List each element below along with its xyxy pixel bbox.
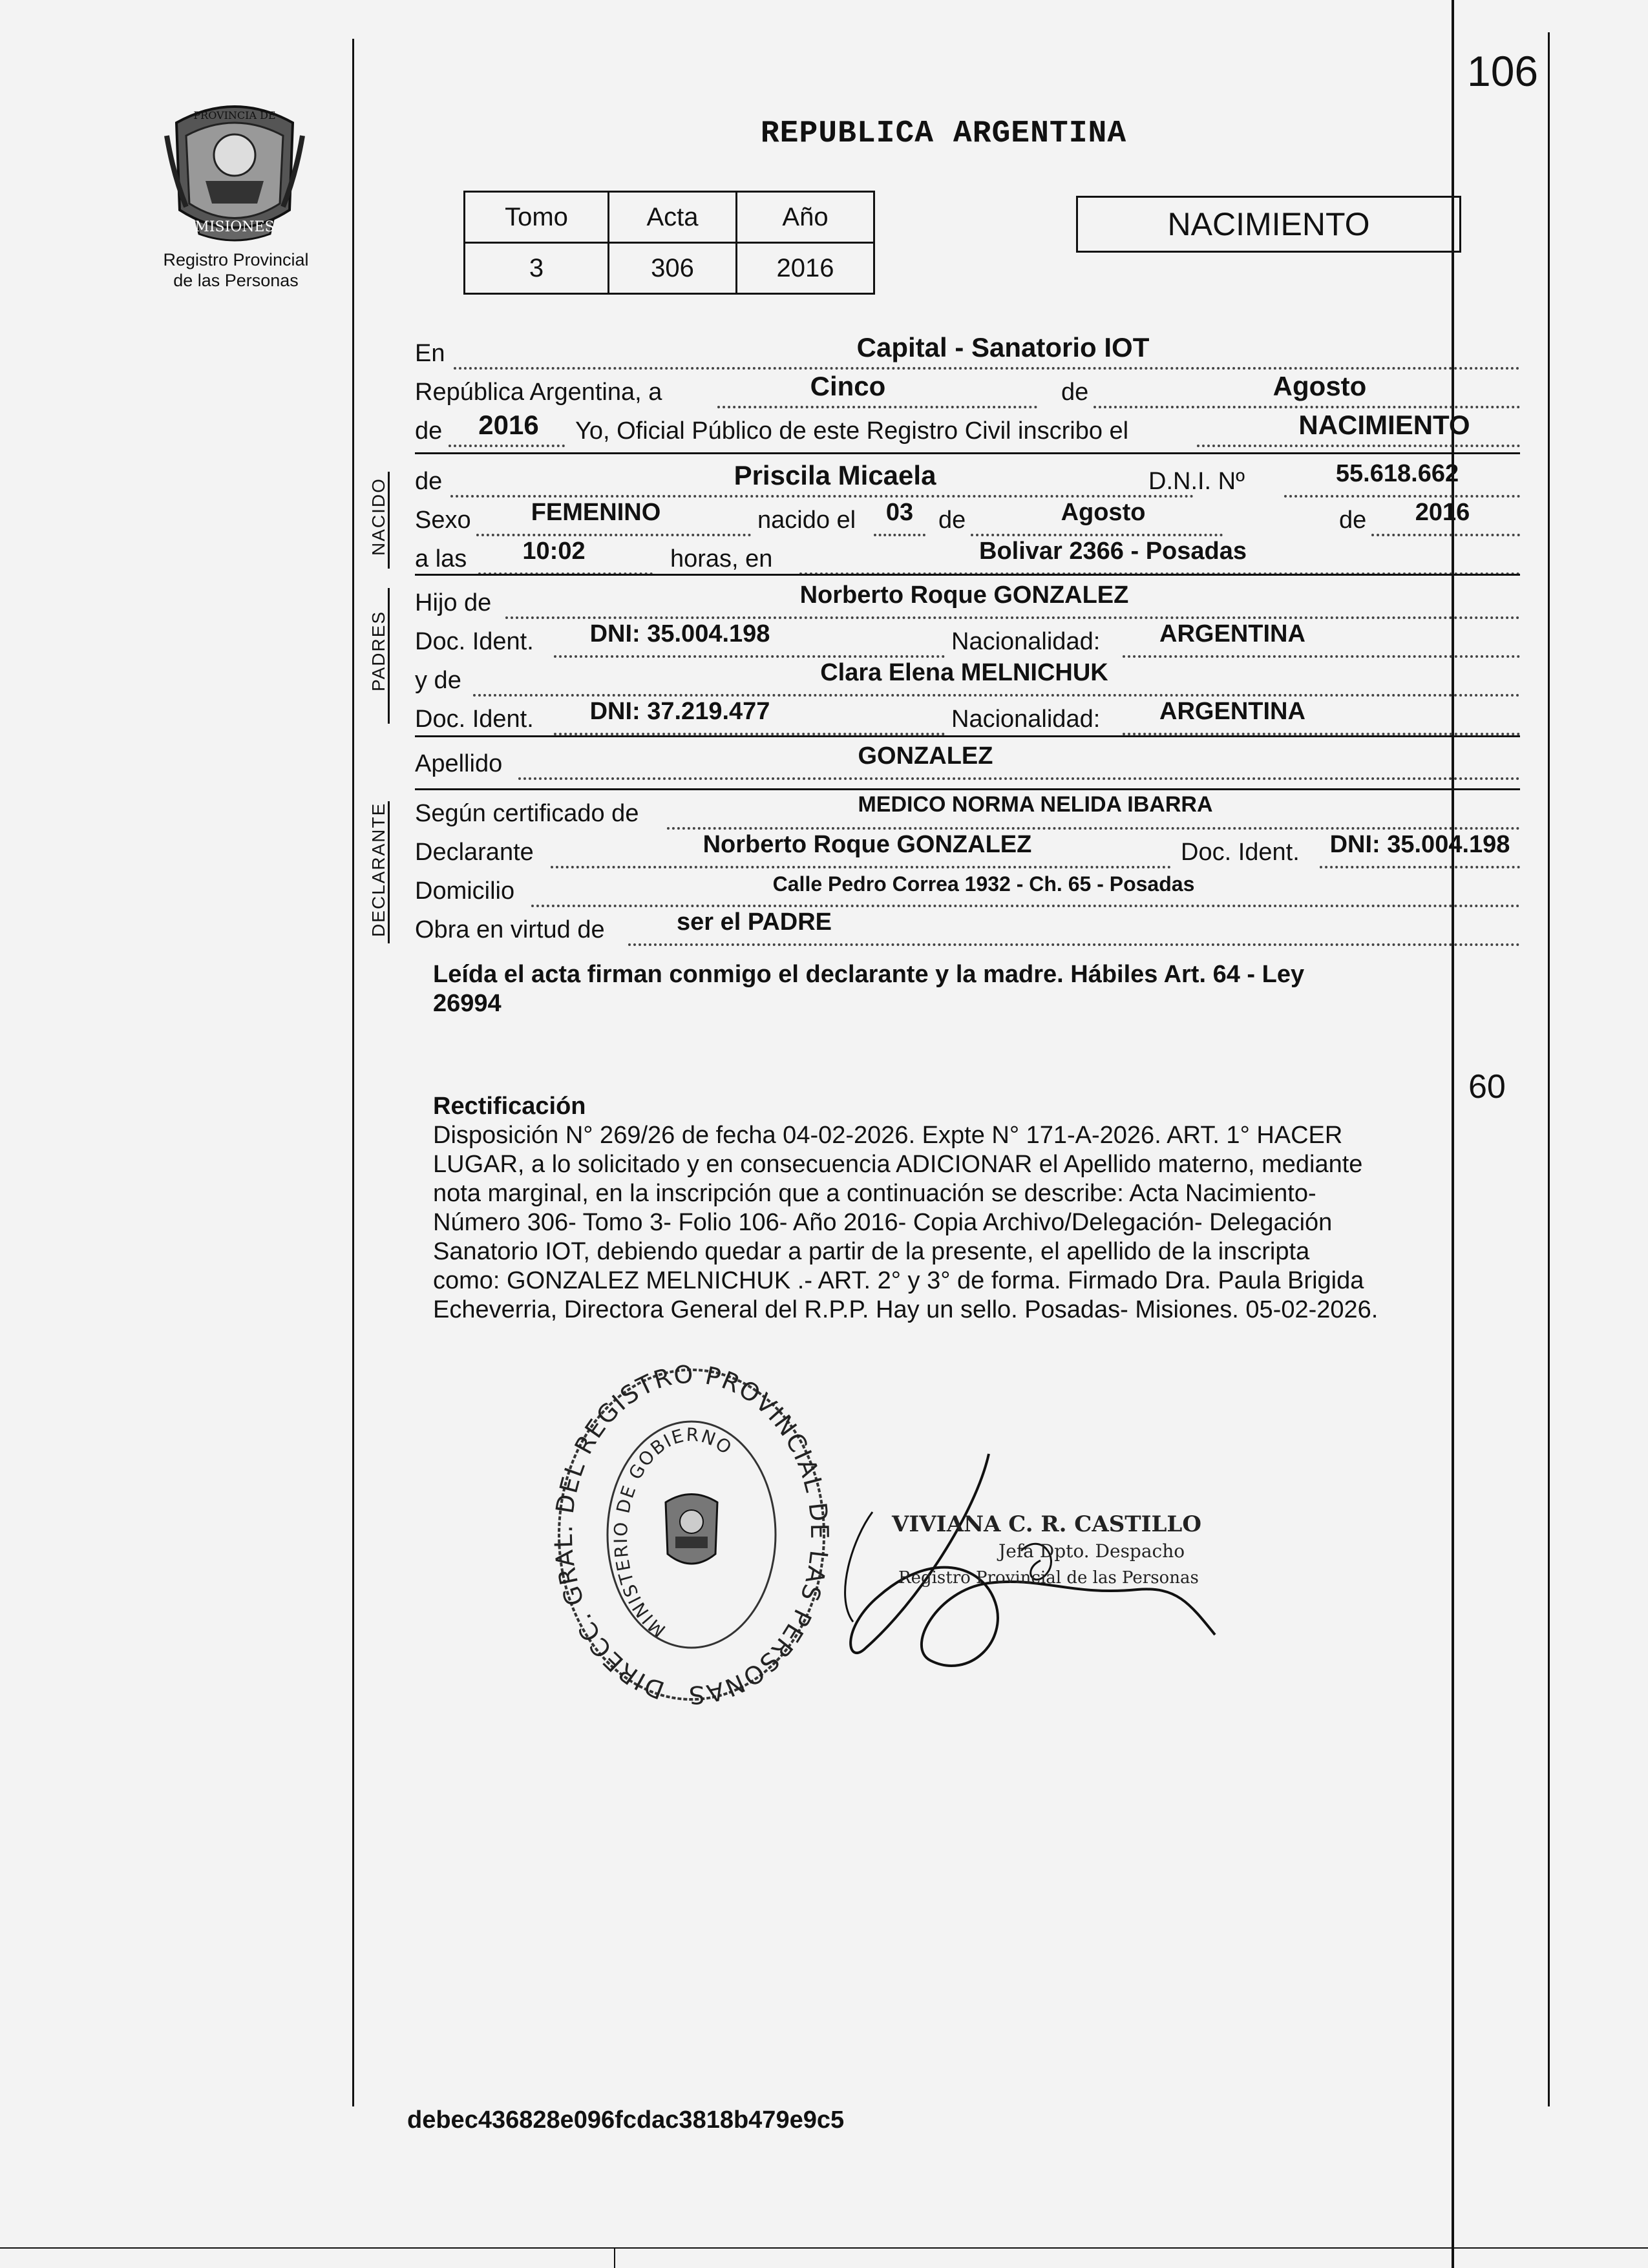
value-birth-year: 2016 [1415,499,1470,526]
rectification-line-2: LUGAR, a lo solicitado y en consecuencia ADICIONAR el Apellido materno, mediante [433,1151,1363,1178]
label-hijo-de: Hijo de [415,589,492,616]
value-declarant-name: Norberto Roque GONZALEZ [703,831,1032,858]
signature-role: Jefa Dpto. Despacho [998,1540,1185,1562]
country-title: REPUBLICA ARGENTINA [760,116,1127,151]
row-certificate [415,792,1520,832]
registry-caption-line2: de las Personas [173,271,299,290]
section-label-padres: PADRES [368,610,388,691]
closing-line-1: Leída el acta firman conmigo el declarante y la madre. Hábiles Art. 64 - Ley [433,961,1305,988]
divider-1 [415,452,1520,454]
value-mother-doc: DNI: 37.219.477 [589,698,770,725]
divider-3 [415,735,1520,737]
label-nacionalidad-1: Nacionalidad: [951,628,1101,655]
label-de-4: de [938,507,966,534]
record-value-acta: 306 [609,243,737,294]
label-declarante: Declarante [415,839,534,866]
row-mother-name [415,659,1520,699]
row-address [415,874,1520,910]
value-birth-day: 03 [885,499,914,526]
value-father-nationality: ARGENTINA [1159,620,1305,647]
page-number: 106 [1467,47,1539,95]
label-horas-en: horas, en [670,545,773,572]
row-sex-birth [415,499,1520,539]
closing-line-2: 26994 [433,990,502,1017]
label-en: En [415,340,445,367]
value-father-doc: DNI: 35.004.198 [589,620,770,647]
section-label-nacido: NACIDO [368,478,388,556]
label-de-1: de [1061,379,1089,406]
label-dni: D.N.I. Nº [1148,468,1245,495]
value-mother-nationality: ARGENTINA [1159,698,1305,725]
value-child-name: Priscila Micaela [734,460,936,490]
rectification-line-4: Número 306- Tomo 3- Folio 106- Año 2016- Copia Archivo/Delegación- Delegación [433,1209,1333,1236]
label-certificado: Según certificado de [415,800,639,827]
value-place: Capital - Sanatorio IOT [856,332,1150,362]
label-apellido: Apellido [415,750,503,777]
label-oficial: Yo, Oficial Público de este Registro Civil inscribo el [575,417,1129,445]
value-declarant-doc: DNI: 35.004.198 [1329,831,1510,858]
value-inscription-type: NACIMIENTO [1298,410,1470,440]
record-header-tomo: Tomo [465,192,609,243]
divider-2 [415,574,1520,576]
label-a-las: a las [415,545,467,572]
rectification-line-6: como: GONZALEZ MELNICHUK .- ART. 2° y 3° de forma. Firmado Dra. Paula Brigida [433,1267,1364,1294]
value-day-words: Cinco [810,371,886,401]
closing-statement [433,960,1532,1018]
record-value-tomo: 3 [465,243,609,294]
row-father-name [415,582,1520,622]
value-surname: GONZALEZ [858,742,993,770]
record-header-acta: Acta [609,192,737,243]
official-stamp [553,1363,830,1706]
signature-name: VIVIANA C. R. CASTILLO [892,1511,1201,1537]
row-mother-doc [415,698,1520,738]
record-table [463,191,875,295]
value-mother-name: Clara Elena MELNICHUK [820,659,1108,686]
document-hash: debec436828e096fcdac3818b479e9c5 [407,2106,845,2134]
stamp-outer-text: DIRECC. GRA DEL REGISTRO PROVINCIAL LAS PERSONAS [553,1363,830,1706]
rectification-line-3: nota marginal, en la inscripción que a continuación se describe: Acta Nacimiento- [433,1180,1316,1207]
stamp-inner-text: MINISTERIO DE GOBIERNO [609,1423,737,1641]
bottom-edge-line [0,2247,1648,2249]
province-logo [160,97,309,246]
logo-misiones-text: MISIONES [195,219,275,235]
divider-4 [415,788,1520,790]
label-nacionalidad-2: Nacionalidad: [951,706,1101,733]
stamp-emblem [666,1495,717,1564]
label-domicilio: Domicilio [415,877,515,905]
row-child-name [415,460,1520,500]
label-nacido-el: nacido el [757,507,856,534]
value-birth-time: 10:02 [522,538,586,565]
registry-caption [142,249,330,291]
value-year: 2016 [478,410,539,440]
label-obra: Obra en virtud de [415,916,605,943]
bottom-tick [614,2247,615,2268]
row-inscription [415,410,1520,450]
label-de-2: de [415,417,443,445]
label-de-3: de [415,468,443,495]
value-father-name: Norberto Roque GONZALEZ [799,582,1129,609]
label-republica: República Argentina, a [415,379,662,406]
row-surname [415,742,1520,782]
value-obra: ser el PADRE [676,908,832,936]
registry-caption-line1: Registro Provincial [163,250,309,269]
record-value-ano: 2016 [737,243,874,294]
signature-office: Registro Provincial de las Personas [898,1568,1199,1588]
label-de-5: de [1339,507,1367,534]
value-child-dni: 55.618.662 [1335,460,1459,487]
far-right-line [1548,32,1550,2106]
label-doc-ident-3: Doc. Ident. [1181,839,1300,866]
value-sex: FEMENINO [531,499,661,526]
row-date [415,371,1520,411]
record-type-box: NACIMIENTO [1076,196,1461,253]
label-y-de: y de [415,667,461,694]
row-father-doc [415,620,1520,660]
label-doc-ident-1: Doc. Ident. [415,628,534,655]
rectification-block [433,1092,1532,1325]
record-header-ano: Año [737,192,874,243]
row-declarant [415,831,1520,871]
left-margin-line [352,39,354,2106]
value-birth-address: Bolivar 2366 - Posadas [979,538,1247,565]
label-sexo: Sexo [415,507,471,534]
label-doc-ident-2: Doc. Ident. [415,706,534,733]
rectification-line-1: Disposición N° 269/26 de fecha 04-02-2026. Expte N° 171-A-2026. ART. 1° HACER [433,1122,1343,1149]
row-obra [415,908,1520,949]
value-certificate: MEDICO NORMA NELIDA IBARRA [858,792,1213,817]
value-month: Agosto [1273,371,1367,401]
signature-block [827,1434,1241,1706]
rectification-title: Rectificación [433,1093,586,1120]
value-address: Calle Pedro Correa 1932 - Ch. 65 - Posadas [772,872,1195,896]
value-birth-month: Agosto [1061,499,1146,526]
logo-province-text: PROVINCIA DE [193,109,276,121]
row-place [415,332,1520,372]
section-label-declarante: DECLARANTE [368,802,388,937]
rectification-line-7: Echeverria, Directora General del R.P.P. Hay un sello. Posadas- Misiones. 05-02-2026. [433,1296,1379,1323]
row-time-place [415,538,1520,578]
secondary-number: 60 [1468,1068,1506,1106]
rectification-line-5: Sanatorio IOT, debiendo quedar a partir de la presente, el apellido de la inscripta [433,1238,1310,1265]
